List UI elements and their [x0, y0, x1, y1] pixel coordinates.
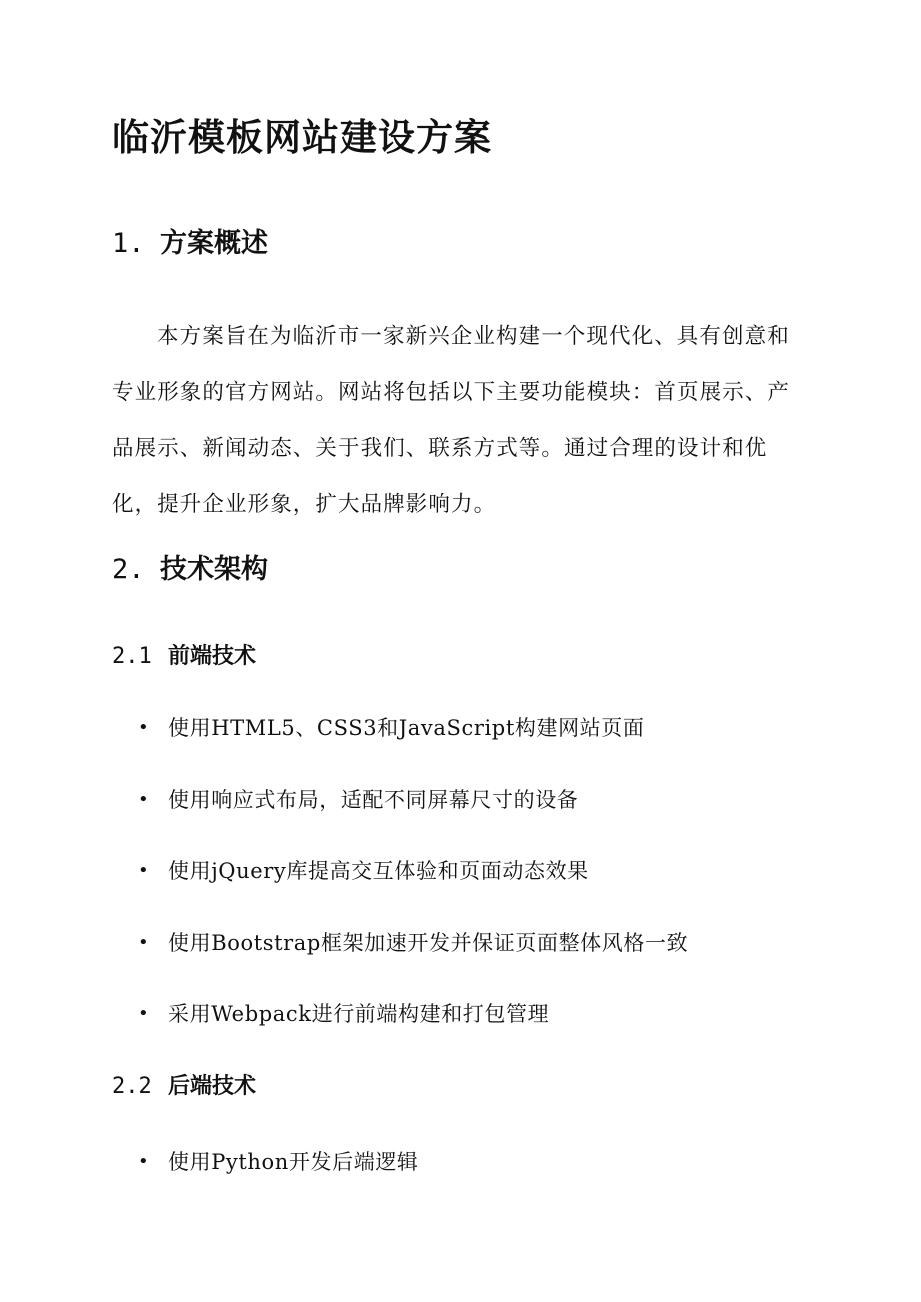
subsection-heading-frontend — [112, 641, 256, 672]
bullet-icon: • — [138, 931, 150, 953]
backend-tech-list — [138, 1147, 419, 1177]
list-item — [138, 1147, 419, 1177]
subsection-heading-backend — [112, 1071, 256, 1102]
subsection-number: 2.1 — [112, 644, 152, 669]
list-item — [138, 713, 688, 743]
bullet-icon: • — [138, 1151, 150, 1172]
list-item — [138, 856, 688, 886]
list-item-text: 使用Bootstrap框架加速开发并保证页面整体风格一致 — [168, 930, 689, 955]
list-item-text: 使用HTML5、CSS3和JavaScript构建网站页面 — [168, 716, 645, 740]
section-heading-overview — [112, 226, 268, 262]
section-title: 技术架构 — [160, 554, 268, 585]
section-heading-architecture — [112, 552, 268, 588]
list-item-text: 使用Python开发后端逻辑 — [168, 1150, 419, 1174]
overview-paragraph: 本方案旨在为临沂市一家新兴企业构建一个现代化、具有创意和专业形象的官方网站。网站将包括以下主要功能模块：首页展示、产品展示、新闻动态、关于我们、联系方式等。通过合理的设计和优化，提升企业形象，扩大品牌影响力。 — [112, 324, 791, 517]
bullet-icon: • — [138, 860, 150, 881]
frontend-tech-list — [138, 713, 688, 1029]
bullet-icon: • — [138, 788, 150, 810]
subsection-number: 2.2 — [112, 1074, 152, 1099]
list-item — [138, 999, 688, 1029]
bullet-icon: • — [138, 717, 150, 738]
section-number: 2. — [112, 554, 145, 585]
list-item — [138, 928, 688, 958]
list-item — [138, 785, 688, 815]
section-title: 方案概述 — [160, 228, 268, 259]
list-item-text: 使用响应式布局，适配不同屏幕尺寸的设备 — [168, 787, 579, 812]
list-item-text: 采用Webpack进行前端构建和打包管理 — [168, 1002, 550, 1026]
bullet-icon: • — [138, 1003, 150, 1024]
section-number: 1. — [112, 228, 145, 259]
subsection-title: 后端技术 — [168, 1073, 257, 1099]
subsection-title: 前端技术 — [168, 643, 257, 669]
list-item-text: 使用jQuery库提高交互体验和页面动态效果 — [168, 859, 589, 883]
document-title: 临沂模板网站建设方案 — [112, 115, 492, 159]
